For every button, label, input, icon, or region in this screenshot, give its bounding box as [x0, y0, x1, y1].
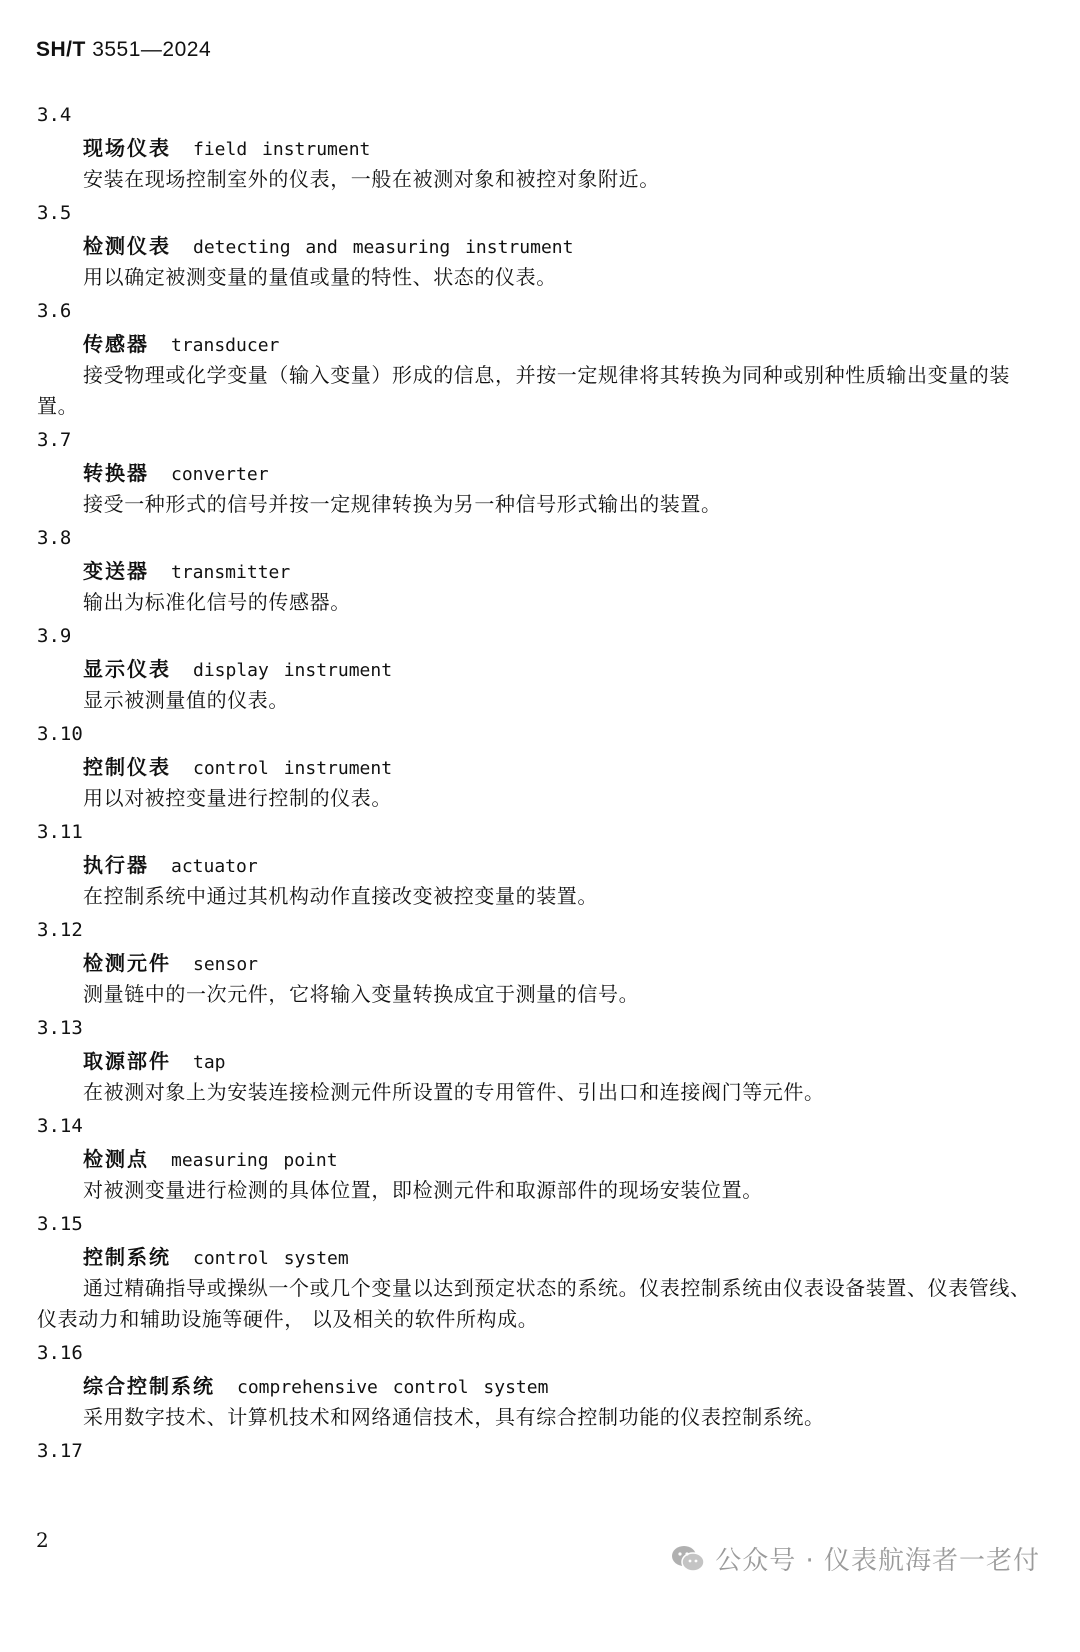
term-number: 3.11	[37, 821, 83, 843]
term-english: sensor	[193, 954, 259, 975]
term-number: 3.14	[37, 1115, 83, 1137]
term-chinese: 执行器	[83, 853, 149, 877]
term-chinese: 综合控制系统	[83, 1374, 215, 1398]
term-english: measuring point	[171, 1150, 338, 1171]
term-entry	[37, 294, 1049, 423]
term-chinese: 检测元件	[83, 951, 171, 975]
term-chinese: 控制仪表	[83, 755, 171, 779]
term-definition: 在控制系统中通过其机构动作直接改变被控变量的装置。	[83, 884, 598, 908]
term-definition: 对被测变量进行检测的具体位置，即检测元件和取源部件的现场安装位置。	[83, 1178, 763, 1202]
term-definition: 采用数字技术、计算机技术和网络通信技术，具有综合控制功能的仪表控制系统。	[83, 1405, 825, 1429]
term-entry	[37, 913, 1049, 1011]
term-definition: 接受物理或化学变量（输入变量）形成的信息，并按一定规律将其转换为同种或别种性质输出变量的装置。	[37, 363, 1010, 418]
standard-number: 3551—2024	[92, 38, 212, 61]
document-header	[36, 38, 211, 62]
term-chinese: 传感器	[83, 332, 149, 356]
term-english: field instrument	[193, 139, 371, 160]
term-number: 3.9	[37, 625, 72, 647]
term-entry	[37, 619, 1049, 717]
term-number: 3.10	[37, 723, 83, 745]
watermark	[671, 1540, 1040, 1577]
term-chinese: 现场仪表	[83, 136, 171, 160]
term-entry	[37, 521, 1049, 619]
term-heading	[37, 555, 1049, 587]
term-number: 3.13	[37, 1017, 83, 1039]
term-heading	[37, 1370, 1049, 1402]
term-number: 3.6	[37, 300, 72, 322]
terms-list	[37, 98, 1049, 1468]
term-number: 3.17	[37, 1440, 83, 1462]
term-entry	[37, 1336, 1049, 1434]
term-number: 3.16	[37, 1342, 83, 1364]
term-chinese: 变送器	[83, 559, 149, 583]
term-entry	[37, 196, 1049, 294]
term-definition: 用以确定被测变量的量值或量的特性、状态的仪表。	[83, 265, 557, 289]
term-english: transmitter	[171, 562, 291, 583]
term-heading	[37, 457, 1049, 489]
term-definition: 显示被测量值的仪表。	[83, 688, 289, 712]
standard-code: SH/T	[36, 38, 86, 61]
term-definition: 测量链中的一次元件，它将输入变量转换成宜于测量的信号。	[83, 982, 640, 1006]
term-chinese: 控制系统	[83, 1245, 171, 1269]
term-english: control instrument	[193, 758, 393, 779]
term-entry	[37, 98, 1049, 196]
term-entry	[37, 423, 1049, 521]
term-heading	[37, 132, 1049, 164]
term-definition: 通过精确指导或操纵一个或几个变量以达到预定状态的系统。仪表控制系统由仪表设备装置、仪表管线、仪表动力和辅助设施等硬件， 以及相关的软件所构成。	[37, 1276, 1031, 1331]
term-number: 3.4	[37, 104, 72, 126]
term-chinese: 检测仪表	[83, 234, 171, 258]
term-entry	[37, 815, 1049, 913]
term-chinese: 显示仪表	[83, 657, 171, 681]
term-chinese: 检测点	[83, 1147, 149, 1171]
term-number: 3.5	[37, 202, 72, 224]
term-definition: 安装在现场控制室外的仪表，一般在被测对象和被控对象附近。	[83, 167, 660, 191]
term-number: 3.7	[37, 429, 72, 451]
term-heading	[37, 1143, 1049, 1175]
term-entry	[37, 1207, 1049, 1336]
term-number: 3.15	[37, 1213, 83, 1235]
term-entry	[37, 717, 1049, 815]
term-heading	[37, 947, 1049, 979]
term-number: 3.8	[37, 527, 72, 549]
term-heading	[37, 1045, 1049, 1077]
term-chinese: 转换器	[83, 461, 149, 485]
term-english: actuator	[171, 856, 258, 877]
term-heading	[37, 1241, 1049, 1273]
term-heading	[37, 328, 1049, 360]
term-entry	[37, 1109, 1049, 1207]
term-heading	[37, 751, 1049, 783]
wechat-icon	[671, 1544, 705, 1574]
term-english: detecting and measuring instrument	[193, 237, 574, 258]
term-english: comprehensive control system	[237, 1377, 549, 1398]
term-heading	[37, 849, 1049, 881]
term-english: display instrument	[193, 660, 393, 681]
term-english: converter	[171, 464, 269, 485]
term-english: control system	[193, 1248, 349, 1269]
term-definition: 在被测对象上为安装连接检测元件所设置的专用管件、引出口和连接阀门等元件。	[83, 1080, 825, 1104]
term-entry	[37, 1011, 1049, 1109]
term-english: transducer	[171, 335, 280, 356]
term-definition: 接受一种形式的信号并按一定规律转换为另一种信号形式输出的装置。	[83, 492, 722, 516]
term-definition: 输出为标准化信号的传感器。	[83, 590, 351, 614]
watermark-text: 公众号 · 仪表航海者一老付	[715, 1546, 1040, 1576]
term-definition: 用以对被控变量进行控制的仪表。	[83, 786, 392, 810]
term-number: 3.12	[37, 919, 83, 941]
page-number: 2	[36, 1528, 49, 1552]
term-english: tap	[193, 1052, 226, 1073]
term-chinese: 取源部件	[83, 1049, 171, 1073]
term-heading	[37, 653, 1049, 685]
term-heading	[37, 230, 1049, 262]
